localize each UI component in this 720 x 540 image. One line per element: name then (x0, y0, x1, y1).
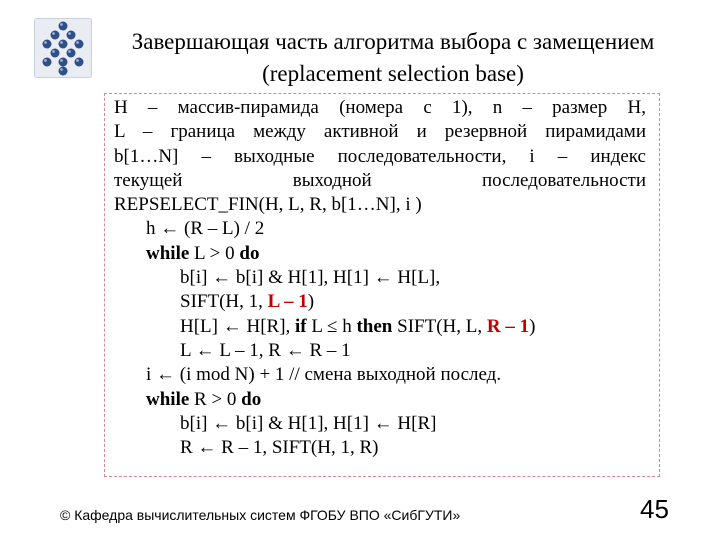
code-line-decrement-r: R ← R – 1, SIFT(H, 1, R) (180, 437, 379, 459)
description-block (114, 96, 646, 193)
while-keyword: while (146, 388, 190, 410)
sift-close: ) (307, 291, 315, 313)
then-keyword: then (356, 315, 393, 337)
code-line-swap-if (114, 315, 646, 339)
page-number: 45 (640, 494, 669, 524)
code-line-h-assign: h ← (R – L) / 2 (146, 218, 265, 240)
sift-call: SIFT(H, 1, (180, 291, 268, 313)
do-keyword: do (239, 242, 260, 264)
code-line-sift-1 (114, 290, 646, 314)
if-keyword: if (295, 315, 307, 337)
algorithm-content (114, 96, 646, 460)
code-line-while-2 (114, 388, 646, 412)
highlighted-arg: L – 1 (267, 291, 308, 313)
do-keyword: do (241, 388, 262, 410)
code-line-while-1 (114, 242, 646, 266)
slide-title (96, 26, 690, 90)
code-line-i-update: i ← (i mod N) + 1 // смена выходной послед. (146, 364, 502, 386)
molecule-logo-icon (34, 18, 92, 78)
title-line-1: Завершающая часть алгоритма выбора с замещением (131, 29, 655, 54)
highlighted-arg: R – 1 (486, 315, 530, 337)
while-keyword: while (146, 242, 190, 264)
procedure-signature: REPSELECT_FIN(H, L, R, b[1…N], i ) (114, 194, 422, 216)
footer-copyright: © Кафедра вычислительных систем ФГОБУ ВПО «СибГУТИ» (60, 507, 461, 523)
description-line: b[1…N] – выходные последовательности, i – индекс (114, 145, 646, 167)
code-line-decrement-lr: L ← L – 1, R ← R – 1 (180, 339, 351, 361)
description-line: текущей выходной последовательности (114, 169, 646, 191)
code-line-b-assign-1: b[i] ← b[i] & H[1], H[1] ← H[L], (180, 267, 441, 289)
sift-close: ) (529, 315, 536, 337)
swap-statement: H[L] ← H[R], (180, 315, 296, 337)
sift-call: SIFT(H, L, (392, 315, 487, 337)
if-condition: L ≤ h (306, 315, 357, 337)
while-condition: R > 0 (189, 388, 242, 410)
description-line: H – массив-пирамида (номера с 1), n – размер H, (114, 97, 646, 118)
code-line-b-assign-2: b[i] ← b[i] & H[1], H[1] ← H[R] (180, 412, 437, 434)
title-line-2: (replacement selection base) (262, 61, 524, 86)
description-line: L – граница между активной и резервной пирамидами (114, 121, 646, 143)
while-condition: L > 0 (189, 242, 240, 264)
